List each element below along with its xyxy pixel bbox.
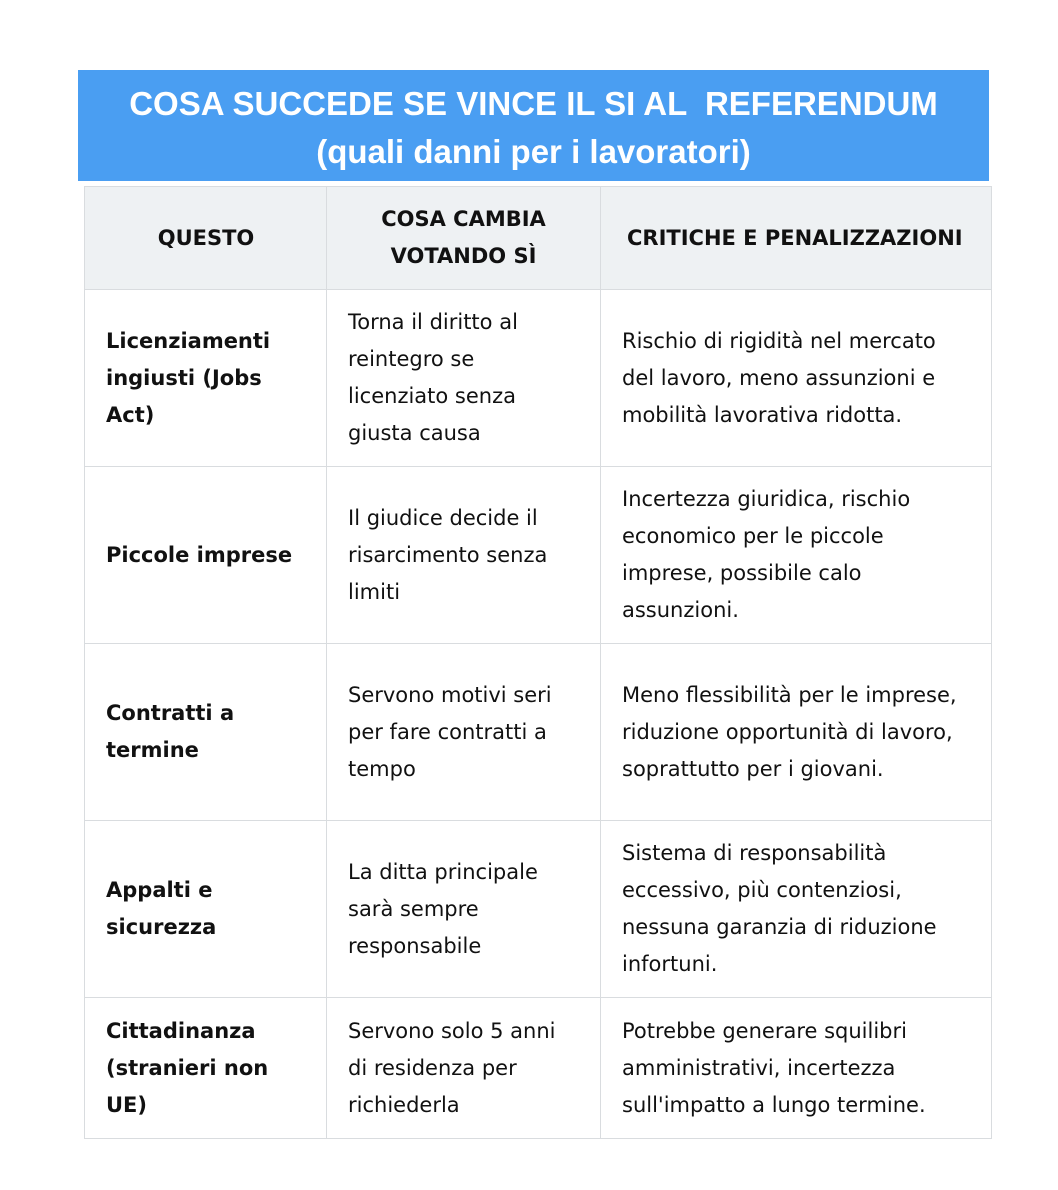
row-topic: Appalti e sicurezza [85, 821, 327, 998]
row-change: Torna il diritto al reintegro se licenziato senza giusta causa [327, 290, 601, 467]
table-row [85, 290, 992, 467]
row-criticism: Rischio di rigidità nel mercato del lavoro, meno assunzioni e mobilità lavorativa ridotta. [601, 290, 992, 467]
header-cosa-cambia: COSA CAMBIA VOTANDO SÌ [327, 187, 601, 290]
row-change: Servono motivi seri per fare contratti a tempo [327, 644, 601, 821]
table-row [85, 644, 992, 821]
row-topic: Licenziamenti ingiusti (Jobs Act) [85, 290, 327, 467]
referendum-table [84, 186, 992, 1139]
header-questo: QUESTO [85, 187, 327, 290]
row-change: Servono solo 5 anni di residenza per richiederla [327, 998, 601, 1139]
row-topic: Cittadinanza (stranieri non UE) [85, 998, 327, 1139]
row-topic: Piccole imprese [85, 467, 327, 644]
row-criticism: Meno flessibilità per le imprese, riduzione opportunità di lavoro, soprattutto per i giovani. [601, 644, 992, 821]
title-line-2: (quali danni per i lavoratori) [316, 133, 751, 170]
table-row [85, 467, 992, 644]
table-row [85, 998, 992, 1139]
row-change: Il giudice decide il risarcimento senza limiti [327, 467, 601, 644]
row-change: La ditta principale sarà sempre responsabile [327, 821, 601, 998]
table-header-row [85, 187, 992, 290]
table-row [85, 821, 992, 998]
header-critiche: CRITICHE E PENALIZZAZIONI [601, 187, 992, 290]
title-line-1: COSA SUCCEDE SE VINCE IL SI AL REFERENDUM [129, 85, 938, 122]
title-banner [78, 70, 989, 181]
row-criticism: Sistema di responsabilità eccessivo, più contenziosi, nessuna garanzia di riduzione infortuni. [601, 821, 992, 998]
row-topic: Contratti a termine [85, 644, 327, 821]
row-criticism: Incertezza giuridica, rischio economico per le piccole imprese, possibile calo assunzioni. [601, 467, 992, 644]
row-criticism: Potrebbe generare squilibri amministrativi, incertezza sull'impatto a lungo termine. [601, 998, 992, 1139]
